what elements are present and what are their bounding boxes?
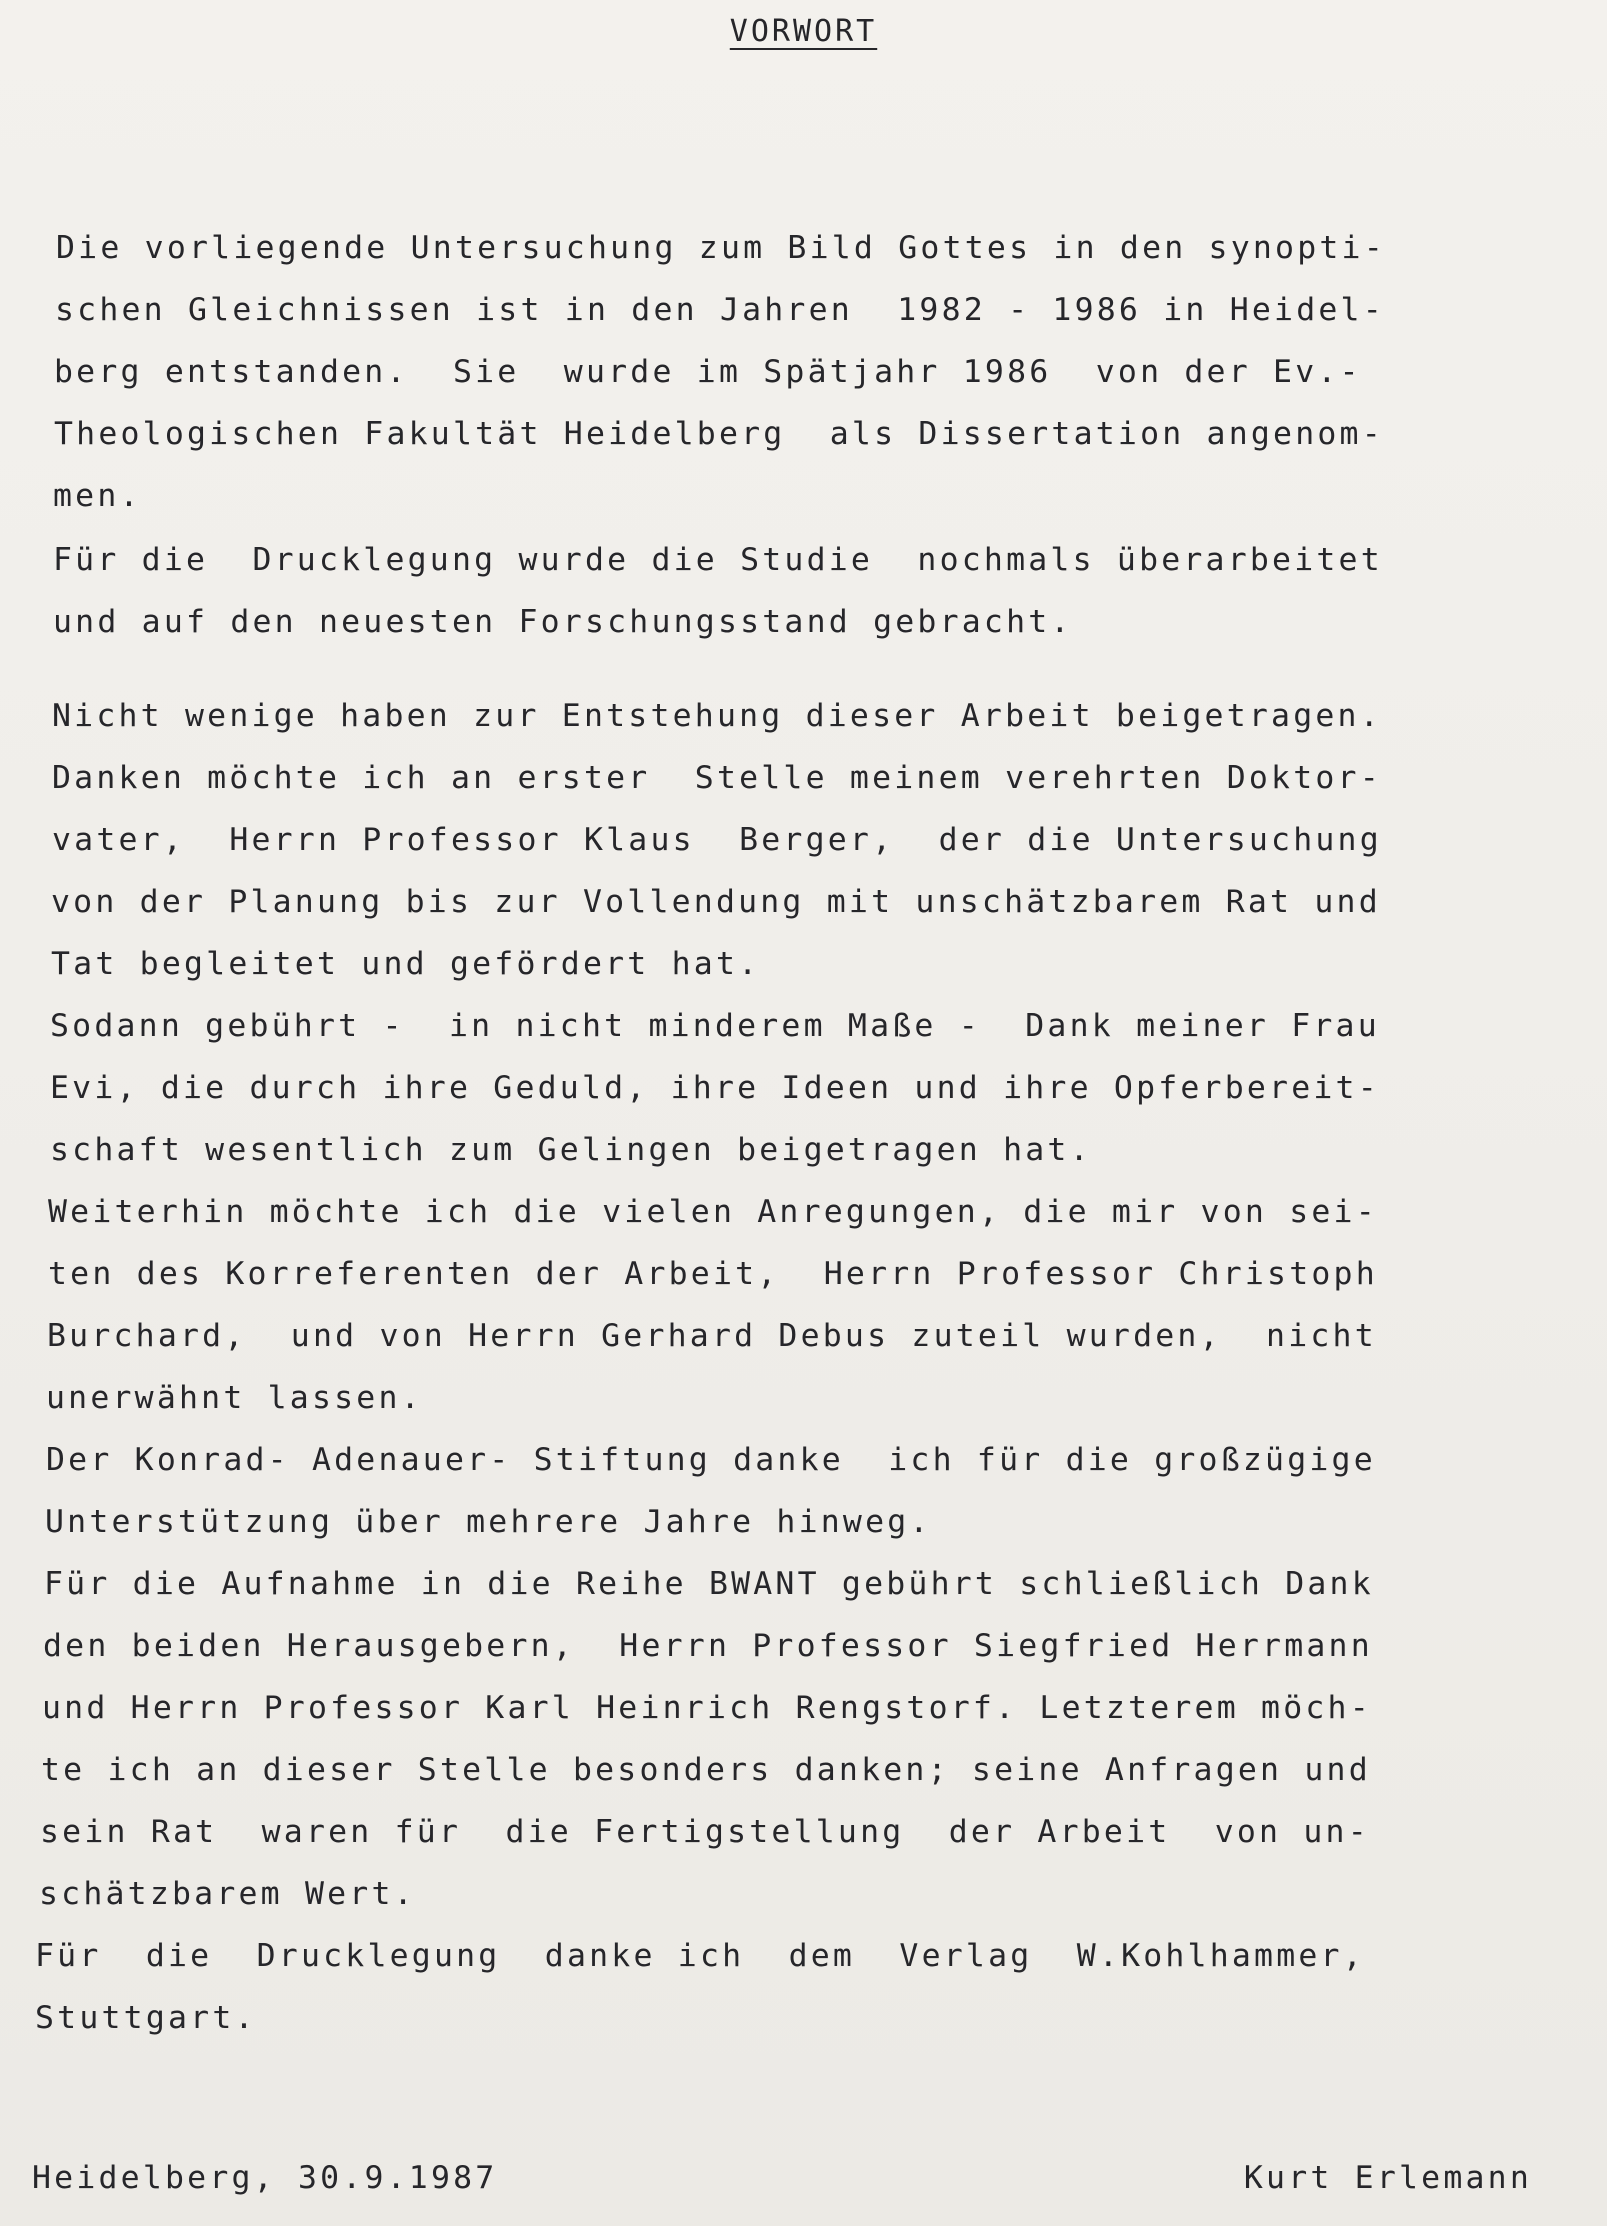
text-line: ten des Korreferenten der Arbeit, Herrn Professor Christoph: [48, 1256, 1378, 1292]
text-line: und auf den neuesten Forschungsstand gebracht.: [53, 604, 1073, 640]
text-line: Evi, die durch ihre Geduld, ihre Ideen und ihre Opferbereit-: [50, 1070, 1380, 1106]
text-line: Tat begleitet und gefördert hat.: [51, 946, 761, 982]
author-name: Kurt Erlemann: [1243, 2160, 1532, 2196]
text-line: vater, Herrn Professor Klaus Berger, der die Untersuchung: [52, 822, 1382, 858]
text-line: unerwähnt lassen.: [46, 1380, 423, 1416]
text-line: te ich an dieser Stelle besonders danken; seine Anfragen und: [41, 1752, 1371, 1788]
text-line: schaft wesentlich zum Gelingen beigetragen hat.: [50, 1132, 1092, 1168]
text-line: Theologischen Fakultät Heidelberg als Dissertation angenom-: [54, 416, 1384, 452]
text-line: men.: [53, 478, 142, 514]
text-line: schen Gleichnissen ist in den Jahren 1982 - 1986 in Heidel-: [55, 292, 1385, 328]
text-line: Nicht wenige haben zur Entstehung dieser Arbeit beigetragen.: [52, 698, 1382, 734]
text-line: Für die Drucklegung wurde die Studie nochmals überarbeitet: [53, 542, 1383, 578]
text-line: berg entstanden. Sie wurde im Spätjahr 1986 von der Ev.-: [54, 354, 1362, 390]
text-line: Für die Aufnahme in die Reihe BWANT gebührt schließlich Dank: [44, 1566, 1374, 1602]
title-text: VORWORT: [729, 14, 878, 49]
text-line: Der Konrad- Adenauer- Stiftung danke ich für die großzügige: [46, 1442, 1376, 1478]
text-line: sein Rat waren für die Fertigstellung der Arbeit von un-: [40, 1814, 1370, 1850]
text-line: den beiden Herausgebern, Herrn Professor Siegfried Herrmann: [43, 1628, 1373, 1664]
page-title: [0, 14, 1607, 49]
text-line: Die vorliegende Untersuchung zum Bild Gottes in den synopti-: [56, 230, 1386, 266]
place-date: Heidelberg, 30.9.1987: [32, 2160, 498, 2196]
text-line: Unterstützung über mehrere Jahre hinweg.: [45, 1504, 932, 1540]
text-line: Stuttgart.: [35, 2000, 257, 2036]
text-line: von der Planung bis zur Vollendung mit unschätzbarem Rat und: [51, 884, 1381, 920]
text-line: Burchard, und von Herrn Gerhard Debus zuteil wurden, nicht: [47, 1318, 1377, 1354]
text-line: schätzbarem Wert.: [39, 1876, 416, 1912]
text-line: Sodann gebührt - in nicht minderem Maße - Dank meiner Frau: [50, 1008, 1380, 1044]
text-line: Danken möchte ich an erster Stelle meinem verehrten Doktor-: [52, 760, 1382, 796]
text-line: Für die Drucklegung danke ich dem Verlag W.Kohlhammer,: [35, 1938, 1365, 1974]
text-line: und Herrn Professor Karl Heinrich Rengstorf. Letzterem möch-: [42, 1690, 1372, 1726]
text-line: Weiterhin möchte ich die vielen Anregungen, die mir von sei-: [48, 1194, 1378, 1230]
